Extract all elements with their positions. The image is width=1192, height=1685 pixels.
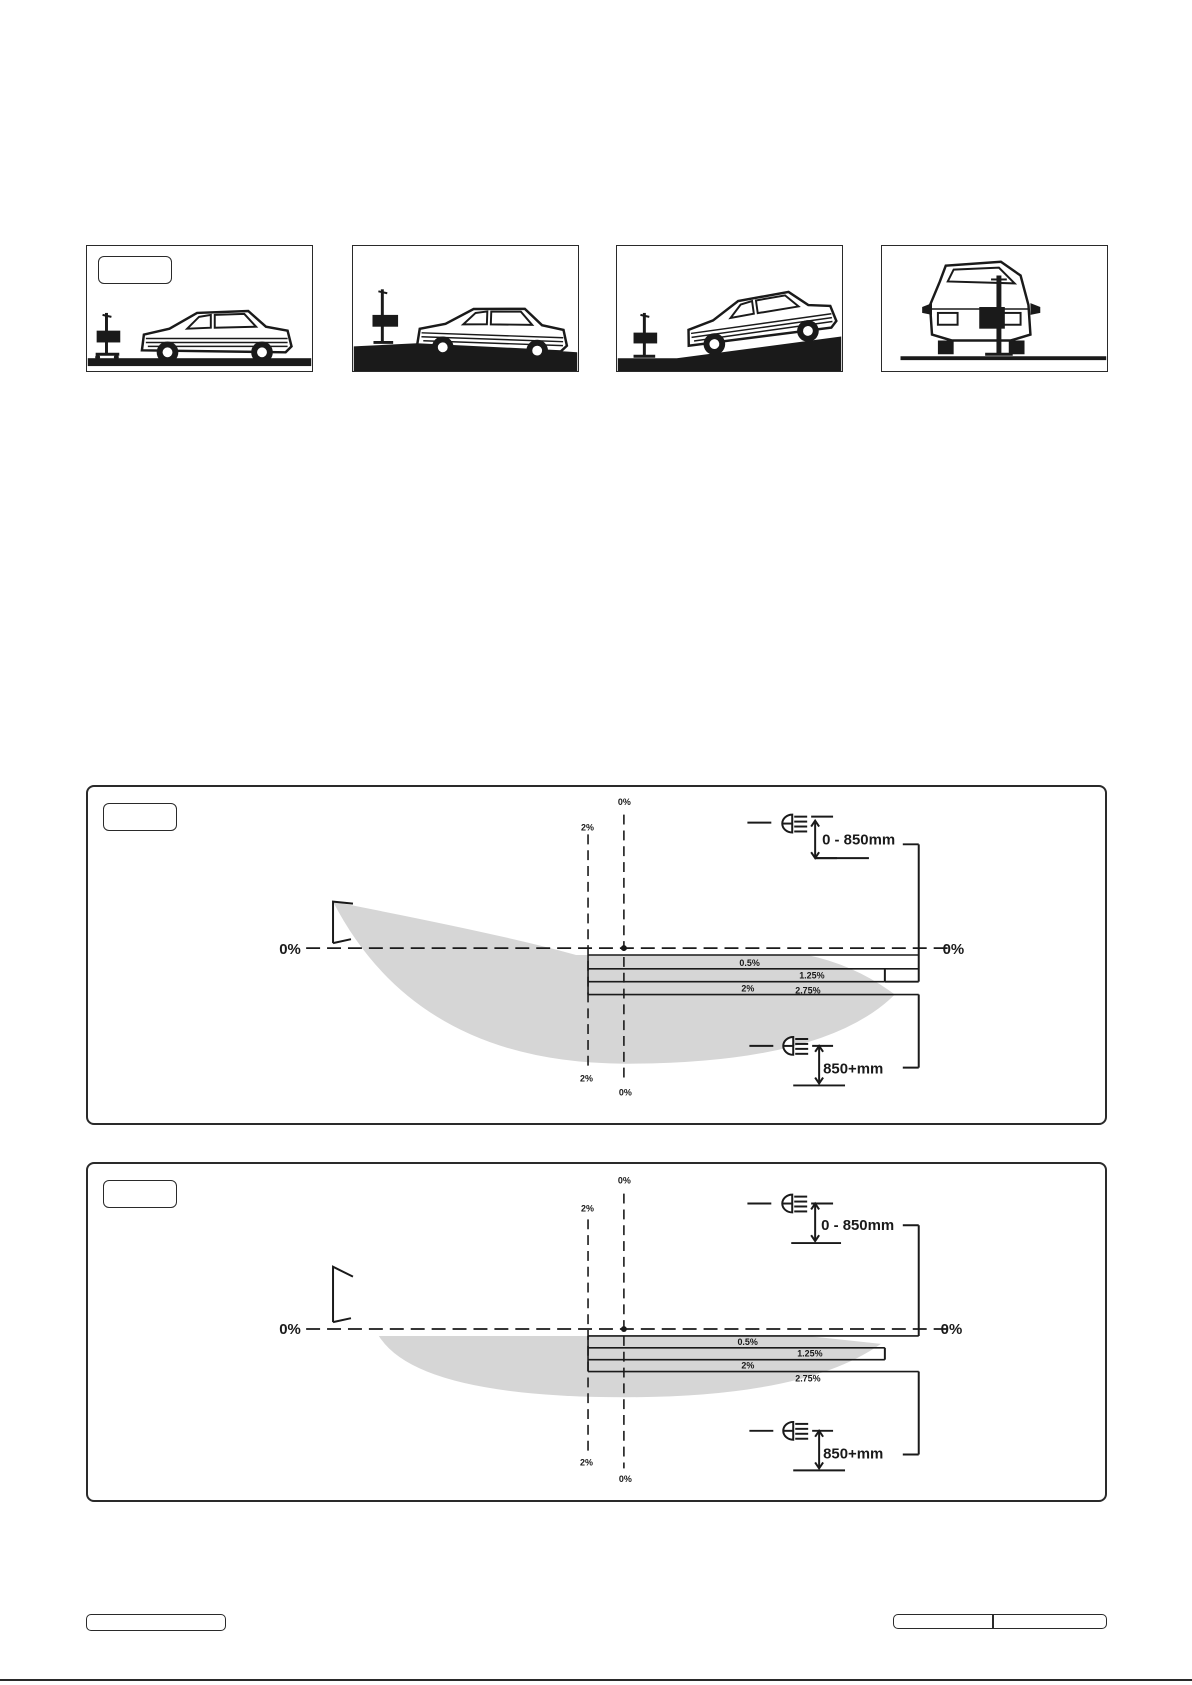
line-label-0: 0.5%: [737, 1336, 758, 1347]
line-label-1: 1.25%: [797, 1348, 823, 1359]
beam-diagram: [88, 787, 1105, 1123]
lower-height-label: 850+mm: [823, 1446, 884, 1463]
car-on-inclined-ground-icon: [617, 246, 842, 371]
line-label-3: 2.75%: [795, 985, 821, 996]
top-0-label: 0%: [617, 1175, 631, 1186]
figure-slope-down: [352, 245, 579, 372]
left-0-label: 0%: [279, 942, 301, 958]
bottom-0-label: 0%: [618, 1474, 632, 1485]
line-label-2: 2%: [741, 1360, 755, 1371]
lower-height-label: 850+mm: [823, 1061, 884, 1078]
right-0-label: 0%: [942, 942, 965, 958]
beam-diagram: [88, 1164, 1105, 1500]
bottom-2-label: 2%: [580, 1457, 593, 1468]
headlamp-icon: [749, 1422, 833, 1440]
footer-rule: [0, 1679, 1192, 1681]
footer-left-box: [86, 1614, 226, 1631]
car-front-alignment-icon: [882, 246, 1107, 371]
footer-divider: [992, 1615, 994, 1628]
upper-height-label: 0 - 850mm: [822, 832, 896, 849]
figure-front-view: [881, 245, 1108, 372]
top-2-label: 2%: [581, 1203, 594, 1214]
line-label-2: 2%: [741, 983, 755, 994]
line-label-1: 1.25%: [799, 970, 825, 981]
figure-slope-up: [616, 245, 843, 372]
headlamp-icon: [747, 815, 833, 833]
beam-pattern-chart-1: [86, 785, 1107, 1125]
line-label-3: 2.75%: [795, 1373, 821, 1384]
right-0-label: 0%: [940, 1322, 963, 1338]
top-2-label: 2%: [581, 822, 594, 833]
beam-area: [333, 902, 895, 1064]
figure-label-box: [98, 256, 172, 284]
top-0-label: 0%: [617, 796, 631, 807]
left-0-label: 0%: [279, 1322, 301, 1338]
bottom-0-label: 0%: [618, 1087, 632, 1098]
headlamp-icon: [747, 1195, 833, 1213]
beam-pattern-chart-2: [86, 1162, 1107, 1502]
line-label-0: 0.5%: [739, 957, 760, 968]
upper-height-label: 0 - 850mm: [821, 1218, 895, 1235]
footer-right-box: [893, 1614, 1107, 1629]
beam-area: [379, 1336, 881, 1397]
car-on-sloped-ground-icon: [353, 246, 578, 371]
bottom-2-label: 2%: [580, 1073, 593, 1084]
